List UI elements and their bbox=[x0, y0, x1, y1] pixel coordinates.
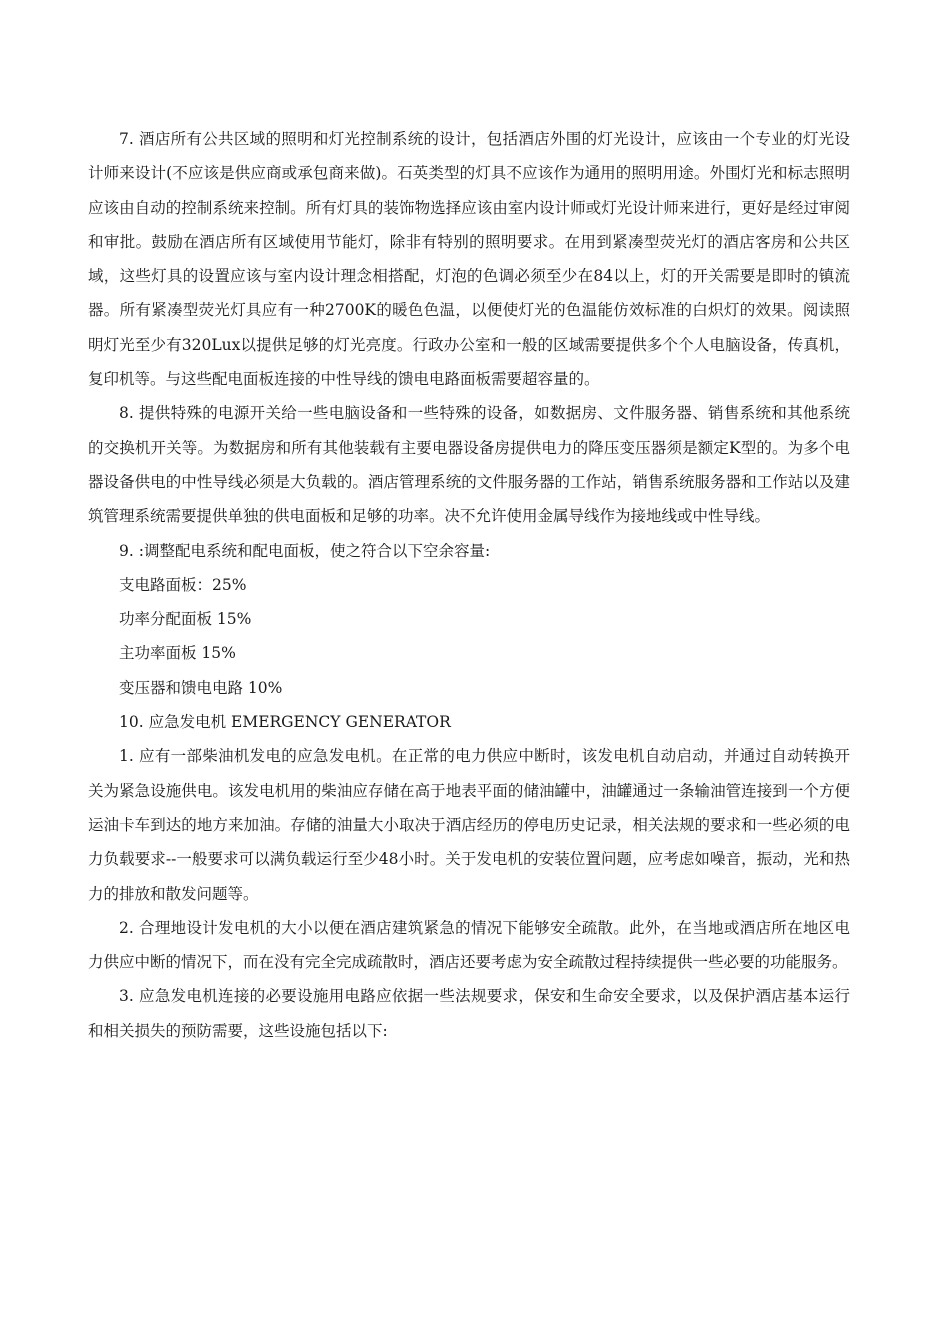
section-heading-emergency-generator: 10. 应急发电机 EMERGENCY GENERATOR bbox=[119, 713, 451, 732]
capacity-transformer-feeder: 变压器和馈电电路 10% bbox=[119, 678, 283, 697]
capacity-power-distribution-panel: 功率分配面板 15% bbox=[119, 610, 252, 629]
document-body bbox=[88, 122, 850, 1048]
paragraph-generator-sizing: 2. 合理地设计发电机的大小以便在酒店建筑紧急的情况下能够安全疏散。此外，在当地或酒店所在地区电力供应中断的情况下，而在没有完全完成疏散时，酒店还要考虑为安全疏散过程持续提供一些必要的功能服务。 bbox=[88, 918, 850, 972]
paragraph-generator-circuits: 3. 应急发电机连接的必要设施用电路应依据一些法规要求，保安和生命安全要求，以及保护酒店基本运行和相关损失的预防需要，这些设施包括以下: bbox=[88, 987, 850, 1040]
paragraph-spare-capacity: 9. :调整配电系统和配电面板，使之符合以下空余容量: bbox=[119, 541, 491, 560]
paragraph-lighting-design: 7. 酒店所有公共区域的照明和灯光控制系统的设计，包括酒店外围的灯光设计，应该由一个专业的灯光设计师来设计(不应该是供应商或承包商来做)。石英类型的灯具不应该作为通用的照明用途。外围灯光和标志照明应该由自动的控制系统来控制。所有灯具的装饰物选择应该由室内设计师或灯光设计师来进行，更好是经过审阅和审批。鼓励在酒店所有区域使用节能灯，除非有特别的照明要求。在用到紧凑型荧光灯的酒店客房和公共区域，这些灯具的设置应该与室内设计理念相搭配，灯泡的色调必须至少在84以上，灯的开关需要是即时的镇流器。所有紧凑型荧光灯具应有一种2700K的暖色色温，以便使灯光的色温能仿效标准的白炽灯的效果。阅读照明灯光至少有320Lux以提供足够的灯光亮度。行政办公室和一般的区域需要提供多个个人电脑设备，传真机，复印机等。与这些配电面板连接的中性导线的馈电电路面板需要超容量的。 bbox=[88, 130, 850, 389]
capacity-main-power-panel: 主功率面板 15% bbox=[119, 644, 236, 663]
capacity-branch-circuit-panel: 支电路面板：25% bbox=[119, 575, 247, 594]
paragraph-generator-diesel: 1. 应有一部柴油机发电的应急发电机。在正常的电力供应中断时，该发电机自动启动，并通过自动转换开关为紧急设施供电。该发电机用的柴油应存储在高于地表平面的储油罐中，油罐通过一条输油管连接到一个方便运油卡车到达的地方来加油。存储的油量大小取决于酒店经历的停电历史记录，相关法规的要求和一些必须的电力负载要求--一般要求可以满负载运行至少48小时。关于发电机的安装位置问题，应考虑如噪音，振动，光和热力的排放和散发问题等。 bbox=[88, 747, 850, 903]
paragraph-special-power-switches: 8. 提供特殊的电源开关给一些电脑设备和一些特殊的设备，如数据房、文件服务器、销售系统和其他系统的交换机开关等。为数据房和所有其他装载有主要电器设备房提供电力的降压变压器须是额定K型的。为多个电器设备供电的中性导线必须是大负载的。酒店管理系统的文件服务器的工作站，销售系统服务器和工作站以及建筑管理系统需要提供单独的供电面板和足够的功率。决不允许使用金属导线作为接地线或中性导线。 bbox=[88, 404, 850, 526]
